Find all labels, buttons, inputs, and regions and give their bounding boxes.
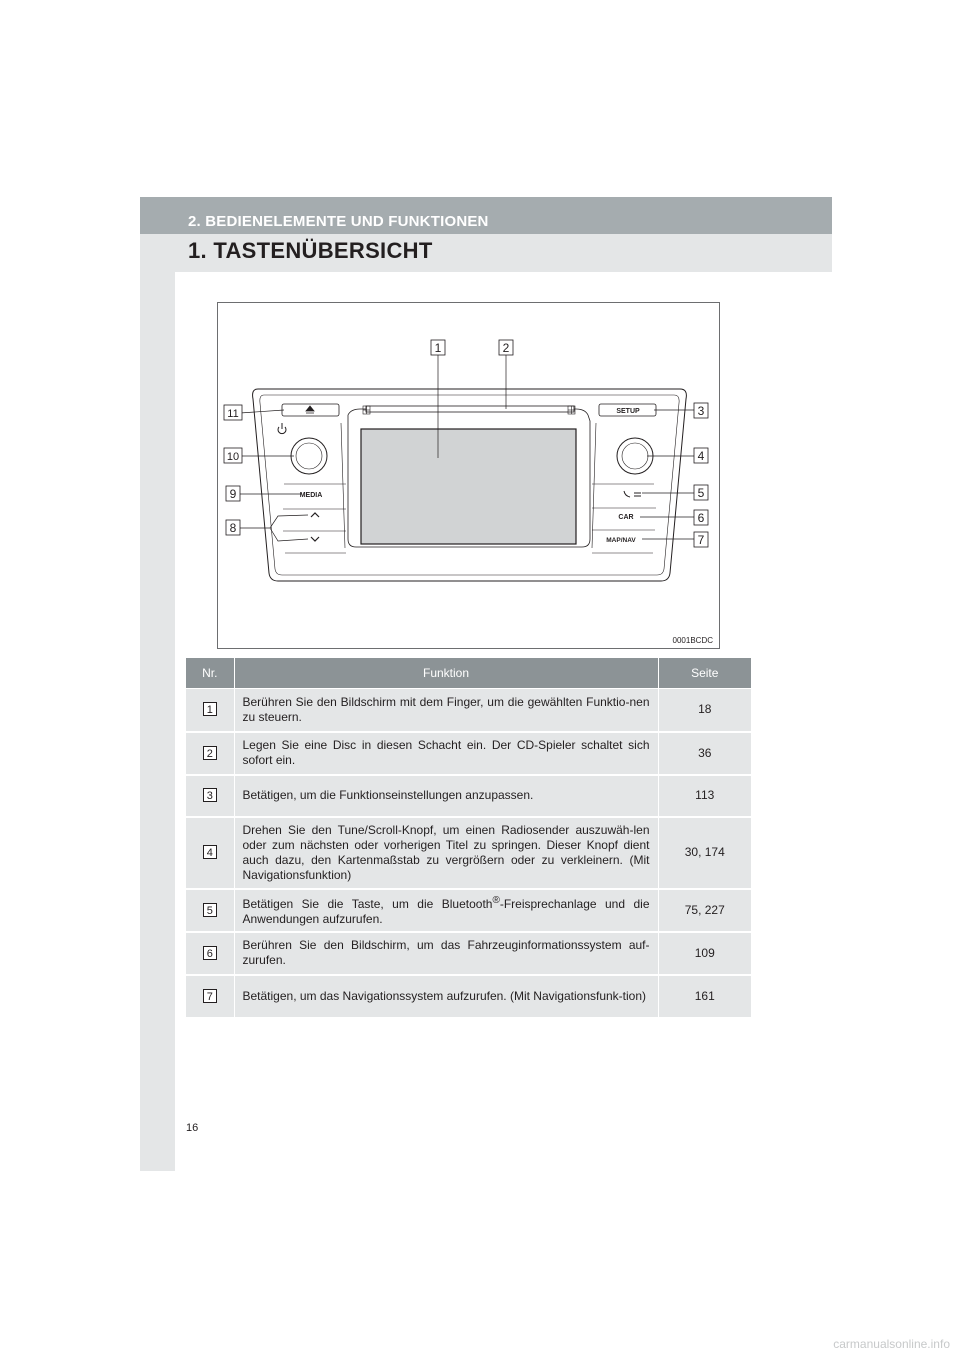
row-number-box: 4	[203, 845, 217, 859]
svg-text:11: 11	[227, 408, 239, 420]
row-function: Betätigen, um die Funktionseinstellungen anzupassen.	[234, 775, 658, 817]
table-row	[186, 732, 751, 775]
row-page: 18	[658, 689, 751, 732]
row-page: 30, 174	[658, 817, 751, 889]
row-page: 109	[658, 932, 751, 975]
row-function: Berühren Sie den Bildschirm mit dem Finger, um die gewählten Funktio-nen zu steuern.	[234, 689, 658, 732]
callout-1	[431, 340, 445, 355]
callout-8	[226, 520, 240, 535]
row-number-box: 1	[203, 702, 217, 716]
row-page: 75, 227	[658, 889, 751, 932]
setup-button-label: SETUP	[616, 408, 640, 415]
map-nav-button-label: MAP/NAV	[606, 537, 636, 544]
car-button-label: CAR	[618, 514, 634, 521]
svg-text:5: 5	[697, 486, 705, 500]
header-page: Seite	[658, 658, 751, 689]
callout-9	[226, 486, 240, 501]
table-row	[186, 817, 751, 889]
page-header	[140, 197, 832, 272]
page-side-band	[140, 197, 175, 1171]
head-unit-illustration	[218, 303, 721, 650]
page-number: 16	[186, 1122, 199, 1134]
watermark: carmanualsonline.info	[833, 1337, 950, 1351]
svg-text:1: 1	[434, 341, 442, 355]
row-function: Berühren Sie den Bildschirm, um das Fahrzeuginformationssystem auf-zurufen.	[234, 932, 658, 975]
row-function: Drehen Sie den Tune/Scroll-Knopf, um einen Radiosender auszuwäh-len oder zum nächsten oder vorherigen Titel zu springen. Dieser Knopf dient auch dazu, den Kartenmaßstab zu vergrößern oder zu verkleinern. (Mit Navigationsfunktion)	[234, 817, 658, 889]
row-page: 36	[658, 732, 751, 775]
svg-text:2: 2	[502, 341, 510, 355]
row-page: 161	[658, 975, 751, 1018]
svg-text:4: 4	[697, 449, 705, 463]
table-row	[186, 932, 751, 975]
callout-10	[224, 448, 242, 463]
callout-5	[694, 485, 708, 500]
callout-7	[694, 532, 708, 547]
power-volume-knob	[291, 438, 327, 474]
svg-text:3: 3	[697, 404, 705, 418]
media-button-label: MEDIA	[299, 492, 323, 499]
row-page: 113	[658, 775, 751, 817]
table-header-row	[186, 658, 751, 689]
svg-text:7: 7	[697, 533, 705, 547]
row-number-box: 6	[203, 946, 217, 960]
row-function: Legen Sie eine Disc in diesen Schacht ein. Der CD-Spieler schaltet sich sofort ein.	[234, 732, 658, 775]
table-row	[186, 689, 751, 732]
row-number-box: 2	[203, 746, 217, 760]
row-number-box: 3	[203, 788, 217, 802]
svg-text:8: 8	[229, 521, 237, 535]
header-function: Funktion	[234, 658, 658, 689]
callout-4	[694, 448, 708, 463]
page-heading: 1. TASTENÜBERSICHT	[188, 238, 433, 263]
callout-11	[224, 405, 242, 420]
callout-3	[694, 403, 708, 418]
row-number-box: 7	[203, 989, 217, 1003]
svg-text:10: 10	[226, 451, 240, 463]
callout-2	[499, 340, 513, 355]
head-unit-figure	[217, 302, 720, 649]
table-row	[186, 975, 751, 1018]
section-title: 2. BEDIENELEMENTE UND FUNKTIONEN	[188, 213, 489, 230]
row-function: Betätigen Sie die Taste, um die Bluetooth®-Freisprechanlage und die Anwendungen aufzurufen.	[234, 889, 658, 932]
table-row	[186, 775, 751, 817]
svg-text:6: 6	[697, 511, 705, 525]
callout-6	[694, 510, 708, 525]
cd-slot	[366, 406, 574, 412]
row-function: Betätigen, um das Navigationssystem aufzurufen. (Mit Navigationsfunk-tion)	[234, 975, 658, 1018]
function-table	[186, 658, 751, 1019]
row-number-box: 5	[203, 903, 217, 917]
header-nr: Nr.	[186, 658, 234, 689]
touch-screen	[361, 429, 576, 544]
svg-text:9: 9	[229, 487, 237, 501]
figure-code: 0001BCDC	[672, 636, 713, 645]
table-row	[186, 889, 751, 932]
